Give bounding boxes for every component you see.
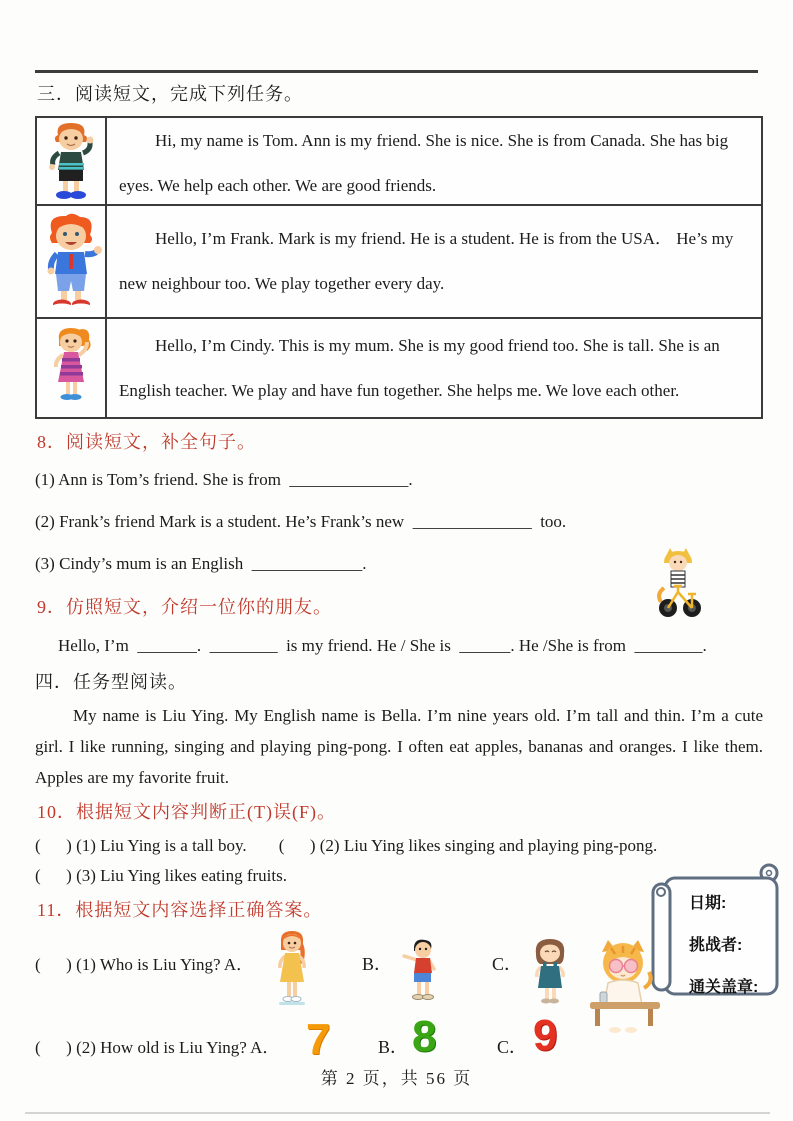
q11-1-label-c: C． bbox=[492, 954, 523, 974]
q10-item-3: ( ) (3) Liu Ying likes eating fruits. bbox=[35, 866, 287, 885]
q11-2-label-b: B． bbox=[378, 1037, 409, 1057]
option-c-number: 9 bbox=[533, 1011, 558, 1060]
table-row bbox=[37, 118, 761, 206]
pass-stamp-label: 通关盖章: bbox=[689, 979, 759, 996]
cindy-character-icon bbox=[37, 319, 107, 417]
q10-row-1 bbox=[35, 836, 657, 856]
reading-table bbox=[35, 116, 763, 419]
option-c-girl-overalls-icon bbox=[528, 936, 572, 1015]
table-row bbox=[37, 319, 761, 417]
top-divider bbox=[35, 70, 758, 73]
q10-item-1: ( ) (1) Liu Ying is a tall boy. bbox=[35, 836, 247, 855]
tom-passage: Hi, my name is Tom. Ann is my friend. She is nice. She is from Canada. She has big eyes. We help each other. We are good friends. bbox=[119, 131, 729, 195]
q10-item-2: ( ) (2) Liu Ying likes singing and playing ping-pong. bbox=[278, 836, 658, 855]
page-footer: 第 2 页，共 56 页 bbox=[320, 1069, 473, 1088]
date-label: 日期: bbox=[689, 895, 727, 912]
q10-heading: 10．根据短文内容判断正(T)误(F)。 bbox=[37, 802, 336, 822]
q8-item-3: (3) Cindy’s mum is an English _____________. bbox=[35, 554, 367, 573]
q11-2-stem: ( ) (2) How old is Liu Ying? A． bbox=[35, 1038, 280, 1057]
q8-item-1: (1) Ann is Tom’s friend. She is from ______________. bbox=[35, 470, 413, 489]
cat-at-desk-icon bbox=[578, 938, 670, 1041]
kid-on-bike-icon bbox=[648, 546, 710, 629]
section4-heading: 四．任务型阅读。 bbox=[35, 672, 187, 692]
table-row bbox=[37, 206, 761, 319]
bottom-divider bbox=[25, 1112, 770, 1114]
q11-2-label-c: C． bbox=[497, 1037, 528, 1057]
q11-1-label-b: B． bbox=[362, 954, 393, 974]
q8-item-2: (2) Frank’s friend Mark is a student. He’s Frank’s new ______________ too. bbox=[35, 512, 567, 531]
frank-passage: Hello, I’m Frank. Mark is my friend. He is a student. He is from the USA． He’s my new neighbour too. We play together every day. bbox=[119, 229, 734, 293]
q8-heading: 8．阅读短文，补全句子。 bbox=[37, 432, 256, 452]
q9-heading: 9．仿照短文，介绍一位你的朋友。 bbox=[37, 597, 332, 617]
option-b-number: 8 bbox=[412, 1012, 437, 1061]
section4-passage: My name is Liu Ying. My English name is Bella. I’m nine years old. I’m tall and thin. I’m a cute girl. I like running, singing and playing ping-pong. I often eat apples, bananas and oranges. I like them. Apples are my favorite fruit. bbox=[35, 706, 763, 787]
q11-1-stem: ( ) (1) Who is Liu Ying? A． bbox=[35, 955, 254, 974]
q9-fill-line: Hello, I’m _______. ________ is my friend. He / She is ______. He /She is from ________. bbox=[58, 636, 707, 655]
section3-heading: 三．阅读短文，完成下列任务。 bbox=[37, 84, 303, 104]
option-b-boy-red-icon bbox=[398, 938, 444, 1009]
cindy-passage: Hello, I’m Cindy. This is my mum. She is my good friend too. She is tall. She is an English teacher. We play and have fun together. She helps me. We love each other. bbox=[119, 336, 720, 400]
frank-character-icon bbox=[37, 206, 107, 317]
challenger-label: 挑战者: bbox=[689, 937, 743, 954]
tom-character-icon bbox=[37, 118, 107, 204]
option-a-number: 7 bbox=[306, 1015, 331, 1064]
q11-heading: 11．根据短文内容选择正确答案。 bbox=[37, 900, 323, 920]
option-a-girl-yellow-icon bbox=[272, 928, 312, 1017]
